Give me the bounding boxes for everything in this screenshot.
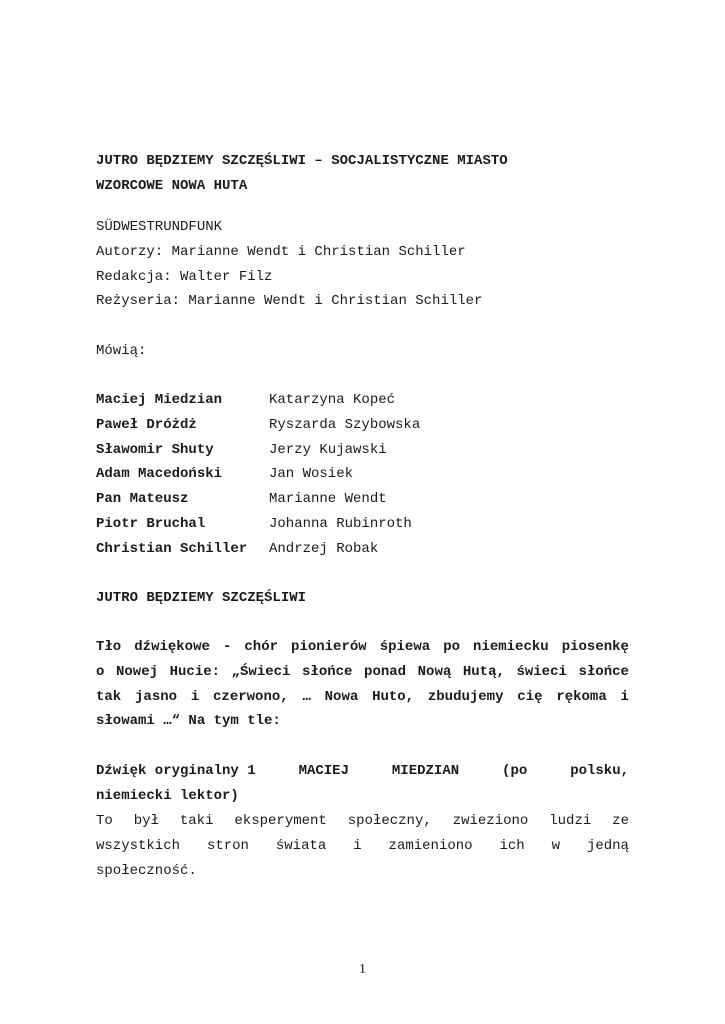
word: był <box>133 813 159 829</box>
word: śpiewa <box>379 639 431 655</box>
authors: Autorzy: Marianne Wendt i Christian Schiller <box>96 243 466 260</box>
word: jedną <box>586 837 629 854</box>
word: MACIEJ <box>298 763 349 779</box>
word: Nowej <box>116 663 159 680</box>
word: i <box>620 688 629 705</box>
quote-last-line: społeczność. <box>96 862 197 879</box>
word: stron <box>206 837 249 854</box>
speakers-label-text: Mówią: <box>96 343 147 359</box>
word: zbudujemy <box>427 688 504 705</box>
cast-role: Sławomir Shuty <box>96 441 214 458</box>
cast-role: Paweł Dróżdż <box>96 416 197 433</box>
title-line-1: JUTRO BĘDZIEMY SZCZĘŚLIWI – SOCJALISTYCZNE MIASTO <box>96 153 508 169</box>
title-line-2: WZORCOWE NOWA HUTA <box>96 177 248 194</box>
background-sound-paragraph <box>96 635 629 734</box>
cast-role: Pan Mateusz <box>96 491 189 508</box>
original-sound-second-line: niemiecki lektor) <box>96 787 239 804</box>
cast-row <box>96 462 629 487</box>
word: chór <box>244 639 278 655</box>
justified-line <box>96 685 629 710</box>
word: czerwono, <box>213 688 289 705</box>
word: cię <box>517 688 543 705</box>
word: zwieziono <box>452 813 529 829</box>
cast-row <box>96 537 629 562</box>
word: po <box>443 639 460 655</box>
cast-role: Adam Macedoński <box>96 466 223 483</box>
cast-actor: Jerzy Kujawski <box>269 441 387 458</box>
word: Nową <box>417 663 452 680</box>
word: Dźwięk oryginalny 1 <box>96 763 256 779</box>
word: o <box>96 663 105 680</box>
page-number: 1 <box>359 962 366 977</box>
word: Tło <box>96 639 122 655</box>
word: dźwiękowe <box>134 639 210 655</box>
word: piosenkę <box>561 639 629 655</box>
original-sound-heading-line <box>96 759 629 784</box>
cast-role: Maciej Miedzian <box>96 392 223 408</box>
credits-block <box>96 215 629 314</box>
cast-actor: Ryszarda Szybowska <box>269 416 421 433</box>
word: pionierów <box>291 639 367 655</box>
word: słońce <box>578 663 629 680</box>
broadcaster: SÜDWESTRUNDFUNK <box>96 219 223 235</box>
word: ze <box>612 813 629 829</box>
cast-role: Piotr Bruchal <box>96 515 206 532</box>
speakers-label <box>96 339 629 364</box>
cast-actor: Jan Wosiek <box>269 466 354 483</box>
word: Hutą, <box>462 663 505 680</box>
justified-line <box>96 635 629 660</box>
word: zamieniono <box>388 837 473 854</box>
word: - <box>222 639 232 655</box>
word: w <box>551 837 561 854</box>
word: słońce <box>302 663 353 680</box>
word: rękoma <box>556 688 607 705</box>
cast-actor: Johanna Rubinroth <box>269 515 412 532</box>
word: społeczny, <box>347 813 432 829</box>
director: Reżyseria: Marianne Wendt i Christian Schiller <box>96 293 483 310</box>
word: Hucie: <box>169 663 221 680</box>
word: „Świeci <box>231 663 291 680</box>
cast-row <box>96 487 629 512</box>
word: … <box>302 688 311 705</box>
word: (po <box>502 763 528 779</box>
word: jasno <box>135 688 178 705</box>
word: niemiecku <box>473 639 549 655</box>
section-heading <box>96 586 629 611</box>
word: To <box>96 813 113 829</box>
word: tak <box>96 688 122 705</box>
word: MIEDZIAN <box>391 763 460 779</box>
justified-line <box>96 660 629 685</box>
cast-row <box>96 413 629 438</box>
original-sound-paragraph <box>96 759 629 809</box>
word: polsku, <box>570 763 629 779</box>
word: i <box>190 688 200 705</box>
cast-role: Christian Schiller <box>96 540 248 557</box>
justified-line <box>96 809 629 834</box>
section-heading-text: JUTRO BĘDZIEMY SZCZĘŚLIWI <box>96 590 307 606</box>
cast-actor: Andrzej Robak <box>269 540 379 557</box>
word: ich <box>499 837 525 854</box>
word: taki <box>179 813 214 829</box>
cast-row <box>96 388 629 413</box>
word: świata <box>275 837 327 854</box>
quote-paragraph <box>96 809 629 883</box>
justified-line <box>96 834 629 859</box>
word: eksperyment <box>234 813 327 829</box>
word: ludzi <box>549 813 592 829</box>
word: i <box>353 837 362 854</box>
editor: Redakcja: Walter Filz <box>96 268 273 285</box>
word: ponad <box>364 663 407 680</box>
cast-row <box>96 438 629 463</box>
cast-actor: Katarzyna Kopeć <box>269 392 396 408</box>
cast-list <box>96 388 629 562</box>
cast-actor: Marianne Wendt <box>269 491 387 508</box>
cast-row <box>96 512 629 537</box>
word: wszystkich <box>96 837 181 854</box>
word: Huto, <box>372 688 415 705</box>
word: Nowa <box>324 688 359 705</box>
word: świeci <box>516 663 567 680</box>
document-title <box>96 149 629 199</box>
background-sound-last-line: słowami …“ Na tym tle: <box>96 713 281 730</box>
